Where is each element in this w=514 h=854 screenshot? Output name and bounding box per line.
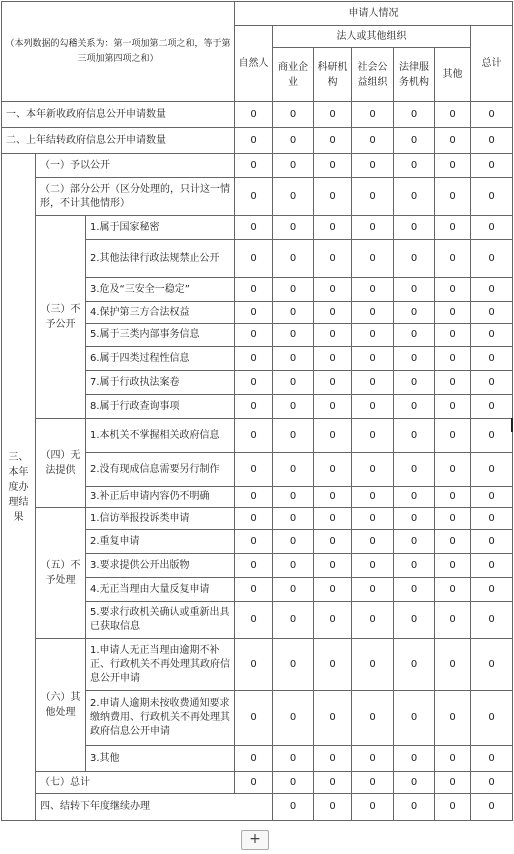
cell: 0 <box>471 128 513 154</box>
cell: 0 <box>273 508 314 530</box>
cell: 0 <box>235 746 273 772</box>
cell: 0 <box>235 419 273 453</box>
cell: 0 <box>235 371 273 395</box>
cell: 0 <box>471 347 513 371</box>
cell: 0 <box>235 453 273 487</box>
cell: 0 <box>314 347 352 371</box>
row-label: 3.补正后申请内容仍不明确 <box>86 487 235 508</box>
cell: 0 <box>314 508 352 530</box>
cell: 0 <box>394 530 435 554</box>
cell: 0 <box>352 508 394 530</box>
cell: 0 <box>273 324 314 347</box>
cell: 0 <box>314 453 352 487</box>
cell: 0 <box>235 154 273 178</box>
row-label: 7.属于行政执法案卷 <box>86 371 235 395</box>
cell: 0 <box>352 178 394 216</box>
cell: 0 <box>352 395 394 419</box>
cell: 0 <box>273 395 314 419</box>
header-social: 社会公益组织 <box>352 48 394 102</box>
cell: 0 <box>435 639 471 691</box>
cell: 0 <box>471 216 513 240</box>
cell: 0 <box>352 347 394 371</box>
cell: 0 <box>235 347 273 371</box>
cell: 0 <box>314 794 352 821</box>
cell: 0 <box>471 746 513 772</box>
cell: 0 <box>394 602 435 639</box>
cell: 0 <box>394 324 435 347</box>
cell: 0 <box>235 602 273 639</box>
cell: 0 <box>314 746 352 772</box>
cell: 0 <box>314 154 352 178</box>
cell: 0 <box>235 240 273 278</box>
cell: 0 <box>435 347 471 371</box>
row-label: 1.属于国家秘密 <box>86 216 235 240</box>
row-label: 1.本机关不掌握相关政府信息 <box>86 419 235 453</box>
table-row <box>2 216 513 240</box>
row-label: 一、本年新收政府信息公开申请数量 <box>2 102 235 128</box>
header-total: 总计 <box>471 26 513 102</box>
cell: 0 <box>471 302 513 324</box>
cell: 0 <box>314 602 352 639</box>
table-row <box>2 639 513 691</box>
cell: 0 <box>314 530 352 554</box>
cell: 0 <box>352 772 394 794</box>
cell: 0 <box>435 691 471 746</box>
row-label: 2.没有现成信息需要另行制作 <box>86 453 235 487</box>
cell: 0 <box>435 154 471 178</box>
row-label: 3.要求提供公开出版物 <box>86 554 235 578</box>
cell: 0 <box>273 530 314 554</box>
cell: 0 <box>471 154 513 178</box>
cell: 0 <box>314 278 352 302</box>
cell: 0 <box>394 691 435 746</box>
cell: 0 <box>471 639 513 691</box>
cell: 0 <box>471 772 513 794</box>
cell: 0 <box>273 128 314 154</box>
cell: 0 <box>314 324 352 347</box>
cell: 0 <box>273 154 314 178</box>
cell: 0 <box>471 419 513 453</box>
row-label: 二、上年结转政府信息公开申请数量 <box>2 128 235 154</box>
cell: 0 <box>314 578 352 602</box>
cell: 0 <box>394 371 435 395</box>
header-other: 其他 <box>435 48 471 102</box>
row-label: 5.属于三类内部事务信息 <box>86 324 235 347</box>
cell: 0 <box>235 772 273 794</box>
cell: 0 <box>394 128 435 154</box>
cell: 0 <box>471 240 513 278</box>
cell: 0 <box>394 347 435 371</box>
cell: 0 <box>352 102 394 128</box>
row-label: 2.申请人逾期未按收费通知要求缴纳费用、行政机关不再处理其政府信息公开申请 <box>86 691 235 746</box>
cell: 0 <box>435 278 471 302</box>
cell: 0 <box>394 102 435 128</box>
row-label: 四、结转下年度继续办理 <box>36 794 273 821</box>
cell: 0 <box>471 278 513 302</box>
cell: 0 <box>273 578 314 602</box>
cell: 0 <box>273 347 314 371</box>
cell: 0 <box>352 278 394 302</box>
cell: 0 <box>273 178 314 216</box>
table-row <box>2 154 513 178</box>
cell: 0 <box>273 102 314 128</box>
cell: 0 <box>273 216 314 240</box>
cell: 0 <box>352 691 394 746</box>
row-label: （七）总计 <box>36 772 235 794</box>
cell: 0 <box>352 794 394 821</box>
cell: 0 <box>471 691 513 746</box>
header-research: 科研机构 <box>314 48 352 102</box>
cell: 0 <box>435 453 471 487</box>
group-result: 三、本年度办理结果 <box>2 154 36 821</box>
table-row <box>2 794 513 821</box>
cell: 0 <box>471 102 513 128</box>
cell: 0 <box>394 278 435 302</box>
cell: 0 <box>435 302 471 324</box>
cell: 0 <box>273 453 314 487</box>
cell: 0 <box>314 178 352 216</box>
cell: 0 <box>471 324 513 347</box>
cell: 0 <box>352 302 394 324</box>
cell: 0 <box>352 530 394 554</box>
group-not-open: （三）不予公开 <box>36 216 86 419</box>
table-row <box>2 772 513 794</box>
cell: 0 <box>273 487 314 508</box>
cell: 0 <box>435 419 471 453</box>
cell: 0 <box>273 639 314 691</box>
cell: 0 <box>394 746 435 772</box>
cell: 0 <box>435 324 471 347</box>
cell: 0 <box>273 278 314 302</box>
add-row-button[interactable]: + <box>241 830 269 850</box>
cell: 0 <box>273 302 314 324</box>
row-label: 4.保护第三方合法权益 <box>86 302 235 324</box>
header-legal-service: 法律服务机构 <box>394 48 435 102</box>
cell: 0 <box>314 487 352 508</box>
cell: 0 <box>352 324 394 347</box>
cell: 0 <box>235 578 273 602</box>
column-resize-handle[interactable] <box>511 418 513 432</box>
cell: 0 <box>435 772 471 794</box>
group-other-process: （六）其他处理 <box>36 639 86 772</box>
header-applicant-status: 申请人情况 <box>235 2 513 26</box>
cell: 0 <box>235 487 273 508</box>
header-natural-person: 自然人 <box>235 26 273 102</box>
row-label: （二）部分公开（区分处理的，只计这一情形，不计其他情形） <box>36 178 235 216</box>
cell: 0 <box>394 302 435 324</box>
row-label: （一）予以公开 <box>36 154 235 178</box>
row-label: 1.申请人无正当理由逾期不补正、行政机关不再处理其政府信息公开申请 <box>86 639 235 691</box>
cell: 0 <box>273 554 314 578</box>
cell: 0 <box>314 102 352 128</box>
cell: 0 <box>273 794 314 821</box>
row-label: 3.危及“三安全一稳定” <box>86 278 235 302</box>
cell: 0 <box>235 554 273 578</box>
cell: 0 <box>352 128 394 154</box>
cell: 0 <box>314 691 352 746</box>
row-label: 8.属于行政查询事项 <box>86 395 235 419</box>
cell: 0 <box>471 371 513 395</box>
cell: 0 <box>394 154 435 178</box>
cell: 0 <box>314 419 352 453</box>
cell: 0 <box>471 602 513 639</box>
header-legal-group: 法人或其他组织 <box>273 26 471 48</box>
cell: 0 <box>235 324 273 347</box>
cell: 0 <box>471 794 513 821</box>
cell: 0 <box>352 216 394 240</box>
cell: 0 <box>435 128 471 154</box>
cell: 0 <box>394 216 435 240</box>
cell: 0 <box>435 602 471 639</box>
cell: 0 <box>273 371 314 395</box>
cell: 0 <box>314 216 352 240</box>
cell: 0 <box>314 639 352 691</box>
cell: 0 <box>352 371 394 395</box>
disclosure-table <box>1 1 513 821</box>
cell: 0 <box>352 578 394 602</box>
cell: 0 <box>314 371 352 395</box>
cell: 0 <box>394 487 435 508</box>
cell: 0 <box>471 578 513 602</box>
cell: 0 <box>394 639 435 691</box>
cell: 0 <box>435 508 471 530</box>
row-label: 3.其他 <box>86 746 235 772</box>
cell: 0 <box>273 772 314 794</box>
cell: 0 <box>394 240 435 278</box>
cell: 0 <box>235 102 273 128</box>
cell: 0 <box>471 395 513 419</box>
cell: 0 <box>273 746 314 772</box>
cell: 0 <box>394 554 435 578</box>
cell: 0 <box>394 395 435 419</box>
cell: 0 <box>352 419 394 453</box>
table-row <box>2 102 513 128</box>
cell: 0 <box>235 278 273 302</box>
cell: 0 <box>435 102 471 128</box>
cell: 0 <box>235 128 273 154</box>
cell: 0 <box>235 395 273 419</box>
cell: 0 <box>314 772 352 794</box>
header-note: （本列数据的勾稽关系为：第一项加第二项之和，等于第三项加第四项之和） <box>2 2 235 102</box>
table-row <box>2 128 513 154</box>
group-cannot-provide: （四）无法提供 <box>36 419 86 508</box>
cell: 0 <box>352 453 394 487</box>
cell: 0 <box>394 578 435 602</box>
row-label: 1.信访举报投诉类申请 <box>86 508 235 530</box>
cell: 0 <box>235 508 273 530</box>
cell: 0 <box>235 302 273 324</box>
cell: 0 <box>394 772 435 794</box>
table-row <box>2 178 513 216</box>
cell: 0 <box>314 554 352 578</box>
cell: 0 <box>435 216 471 240</box>
cell: 0 <box>471 453 513 487</box>
cell: 0 <box>435 395 471 419</box>
cell: 0 <box>352 240 394 278</box>
cell: 0 <box>394 419 435 453</box>
cell: 0 <box>235 691 273 746</box>
cell: 0 <box>435 487 471 508</box>
cell: 0 <box>314 240 352 278</box>
table-row <box>2 508 513 530</box>
cell: 0 <box>273 419 314 453</box>
cell: 0 <box>314 302 352 324</box>
cell: 0 <box>352 746 394 772</box>
row-label: 2.重复申请 <box>86 530 235 554</box>
cell: 0 <box>394 453 435 487</box>
cell: 0 <box>435 178 471 216</box>
row-label: 6.属于四类过程性信息 <box>86 347 235 371</box>
cell: 0 <box>435 530 471 554</box>
cell: 0 <box>435 371 471 395</box>
cell: 0 <box>314 395 352 419</box>
cell: 0 <box>394 794 435 821</box>
cell: 0 <box>314 128 352 154</box>
cell: 0 <box>352 602 394 639</box>
cell: 0 <box>273 691 314 746</box>
header-commercial: 商业企业 <box>273 48 314 102</box>
cell: 0 <box>394 508 435 530</box>
table-row <box>2 419 513 453</box>
cell: 0 <box>352 487 394 508</box>
row-label: 5.要求行政机关确认或重新出具已获取信息 <box>86 602 235 639</box>
cell: 0 <box>435 794 471 821</box>
row-label: 2.其他法律行政法规禁止公开 <box>86 240 235 278</box>
cell: 0 <box>471 530 513 554</box>
cell: 0 <box>235 530 273 554</box>
cell: 0 <box>435 746 471 772</box>
cell: 0 <box>352 554 394 578</box>
cell: 0 <box>352 639 394 691</box>
cell: 0 <box>235 216 273 240</box>
row-label: 4.无正当理由大量反复申请 <box>86 578 235 602</box>
group-not-process: （五）不予处理 <box>36 508 86 639</box>
cell: 0 <box>435 240 471 278</box>
cell: 0 <box>235 639 273 691</box>
cell: 0 <box>471 554 513 578</box>
cell: 0 <box>273 240 314 278</box>
cell: 0 <box>471 487 513 508</box>
cell: 0 <box>471 178 513 216</box>
cell: 0 <box>435 554 471 578</box>
cell: 0 <box>235 178 273 216</box>
cell: 0 <box>471 508 513 530</box>
cell: 0 <box>435 578 471 602</box>
cell: 0 <box>273 602 314 639</box>
cell: 0 <box>394 178 435 216</box>
cell: 0 <box>352 154 394 178</box>
